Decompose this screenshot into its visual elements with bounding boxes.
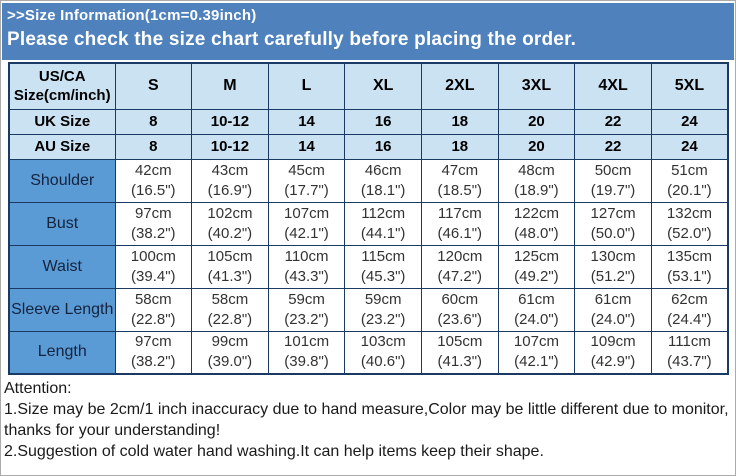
attention-title: Attention: [4, 380, 72, 397]
us-ca-size-header: US/CA Size(cm/inch) [9, 63, 115, 109]
measurement-value-cell: 102cm (40.2") [192, 202, 269, 245]
size-value-cell: 10-12 [192, 109, 269, 134]
measurement-value-cell: 42cm (16.5") [115, 159, 192, 202]
banner-subtitle: Please check the size chart carefully before placing the order. [7, 29, 577, 50]
measurement-value-cell: 105cm (41.3") [422, 331, 499, 374]
measurement-value-cell: 132cm (52.0") [651, 202, 728, 245]
size-value-cell: 8 [115, 134, 192, 159]
size-column-header: S [115, 63, 192, 109]
size-value-cell: 18 [422, 134, 499, 159]
size-column-header: 2XL [422, 63, 499, 109]
measurement-row [9, 245, 728, 288]
measurement-value-cell: 117cm (46.1") [422, 202, 499, 245]
measurement-value-cell: 103cm (40.6") [345, 331, 422, 374]
size-table-body [9, 159, 728, 374]
size-info-banner [2, 3, 734, 60]
measurement-value-cell: 120cm (47.2") [422, 245, 499, 288]
measurement-value-cell: 112cm (44.1") [345, 202, 422, 245]
size-value-cell: 14 [268, 109, 345, 134]
attention-line-3: 2.Suggestion of cold water hand washing.It can help items keep their shape. [4, 443, 544, 460]
measurement-value-cell: 97cm (38.2") [115, 331, 192, 374]
attention-line-2: thanks for your understanding! [4, 422, 221, 439]
measurement-value-cell: 59cm (23.2") [345, 288, 422, 331]
size-value-cell: 16 [345, 109, 422, 134]
measurement-value-cell: 51cm (20.1") [651, 159, 728, 202]
size-table-head [9, 63, 728, 159]
attention-section [1, 375, 735, 462]
size-value-cell: 24 [651, 109, 728, 134]
size-value-cell: 22 [575, 134, 652, 159]
size-column-header: 4XL [575, 63, 652, 109]
measurement-row [9, 331, 728, 374]
size-value-cell: 14 [268, 134, 345, 159]
measurement-row-label: Bust [9, 202, 115, 245]
measurement-row-label: Sleeve Length [9, 288, 115, 331]
measurement-value-cell: 110cm (43.3") [268, 245, 345, 288]
size-value-cell: 8 [115, 109, 192, 134]
measurement-value-cell: 62cm (24.4") [651, 288, 728, 331]
measurement-row [9, 202, 728, 245]
measurement-value-cell: 111cm (43.7") [651, 331, 728, 374]
size-chart-table [8, 62, 729, 375]
measurement-value-cell: 58cm (22.8") [192, 288, 269, 331]
size-value-cell: 24 [651, 134, 728, 159]
size-value-cell: 18 [422, 109, 499, 134]
measurement-row-label: Shoulder [9, 159, 115, 202]
size-value-cell: 10-12 [192, 134, 269, 159]
measurement-value-cell: 47cm (18.5") [422, 159, 499, 202]
measurement-value-cell: 50cm (19.7") [575, 159, 652, 202]
measurement-value-cell: 58cm (22.8") [115, 288, 192, 331]
measurement-value-cell: 107cm (42.1") [268, 202, 345, 245]
size-value-cell: 16 [345, 134, 422, 159]
measurement-value-cell: 100cm (39.4") [115, 245, 192, 288]
size-value-cell: 20 [498, 109, 575, 134]
measurement-value-cell: 43cm (16.9") [192, 159, 269, 202]
size-column-header: 3XL [498, 63, 575, 109]
measurement-value-cell: 105cm (41.3") [192, 245, 269, 288]
measurement-value-cell: 135cm (53.1") [651, 245, 728, 288]
measurement-value-cell: 115cm (45.3") [345, 245, 422, 288]
size-column-header: L [268, 63, 345, 109]
size-row-label: UK Size [9, 109, 115, 134]
measurement-value-cell: 61cm (24.0") [575, 288, 652, 331]
measurement-value-cell: 122cm (48.0") [498, 202, 575, 245]
measurement-value-cell: 46cm (18.1") [345, 159, 422, 202]
measurement-value-cell: 109cm (42.9") [575, 331, 652, 374]
measurement-value-cell: 97cm (38.2") [115, 202, 192, 245]
size-value-cell: 20 [498, 134, 575, 159]
measurement-value-cell: 45cm (17.7") [268, 159, 345, 202]
size-row [9, 134, 728, 159]
measurement-value-cell: 99cm (39.0") [192, 331, 269, 374]
measurement-row-label: Waist [9, 245, 115, 288]
measurement-row-label: Length [9, 331, 115, 374]
size-column-header: 5XL [651, 63, 728, 109]
banner-title: >>Size Information(1cm=0.39inch) [7, 7, 257, 24]
size-row [9, 109, 728, 134]
measurement-value-cell: 130cm (51.2") [575, 245, 652, 288]
measurement-value-cell: 125cm (49.2") [498, 245, 575, 288]
measurement-row [9, 288, 728, 331]
measurement-value-cell: 59cm (23.2") [268, 288, 345, 331]
measurement-value-cell: 127cm (50.0") [575, 202, 652, 245]
measurement-row [9, 159, 728, 202]
measurement-value-cell: 101cm (39.8") [268, 331, 345, 374]
measurement-value-cell: 48cm (18.9") [498, 159, 575, 202]
measurement-value-cell: 61cm (24.0") [498, 288, 575, 331]
measurement-value-cell: 60cm (23.6") [422, 288, 499, 331]
size-header-row [9, 63, 728, 109]
size-column-header: M [192, 63, 269, 109]
size-row-label: AU Size [9, 134, 115, 159]
measurement-value-cell: 107cm (42.1") [498, 331, 575, 374]
attention-line-1: 1.Size may be 2cm/1 inch inaccuracy due to hand measure,Color may be little different due to monitor, [4, 401, 729, 418]
size-value-cell: 22 [575, 109, 652, 134]
size-column-header: XL [345, 63, 422, 109]
